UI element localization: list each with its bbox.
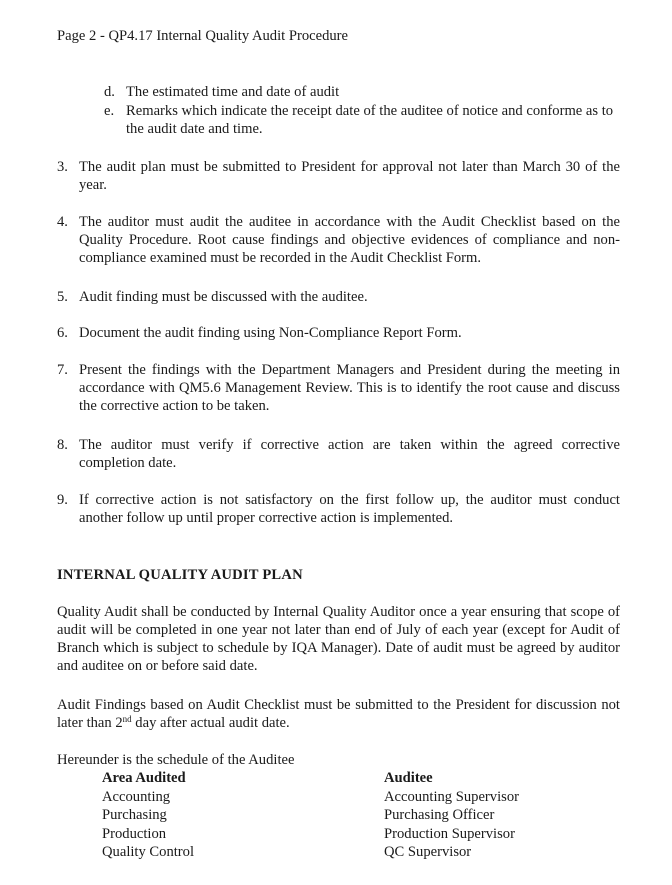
auditee-cell: Production Supervisor: [384, 825, 515, 842]
list-item-text: The audit plan must be submitted to President for approval not later than March 30 of the year.: [79, 159, 620, 193]
auditee-cell: Purchasing Officer: [384, 807, 495, 823]
area-audited-cell: Production: [102, 825, 167, 842]
list-item-5: [57, 288, 620, 306]
list-item-number: 8.: [57, 437, 68, 453]
list-item-text: Audit finding must be discussed with the auditee.: [79, 289, 368, 305]
sub-item-e: [104, 102, 624, 138]
area-audited-cell: Purchasing: [102, 807, 167, 823]
list-item-number: 9.: [57, 492, 68, 508]
auditee-cell: Accounting Supervisor: [384, 788, 519, 805]
sub-item-d: [104, 83, 624, 101]
paragraph-text-end: day after actual audit date.: [131, 715, 290, 731]
list-item-3: [57, 158, 620, 194]
auditee-column: [384, 769, 519, 862]
list-item-text: Present the findings with the Department Managers and President during the meeting in accordance with QM5.6 Management Review. This is to identify the root cause and discuss the corrective action to be taken.: [79, 362, 620, 414]
ordinal-suffix: nd: [122, 714, 132, 724]
area-audited-column: [102, 769, 194, 862]
list-item-text: The auditor must audit the auditee in accordance with the Audit Checklist based on the Quality Procedure. Root cause findings and objective evidences of compliance and non-compliance examined must be recorded in the Audit Checklist Form.: [79, 214, 620, 266]
sub-item-text: Remarks which indicate the receipt date of the auditee of notice and conforme as to the audit date and time.: [126, 103, 614, 137]
schedule-intro: Hereunder is the schedule of the Auditee: [57, 752, 295, 768]
list-item-number: 3.: [57, 159, 68, 175]
area-audited-cell: Accounting: [102, 788, 171, 805]
list-item-number: 5.: [57, 289, 68, 305]
area-audited-cell: Quality Control: [102, 844, 195, 860]
list-item-number: 7.: [57, 362, 68, 378]
sub-item-marker: d.: [104, 84, 115, 100]
list-item-number: 4.: [57, 214, 68, 230]
list-item-text: If corrective action is not satisfactory on the first follow up, the auditor must conduct another follow up until proper corrective action is implemented.: [79, 492, 620, 526]
list-item-text: The auditor must verify if corrective action are taken within the agreed corrective completion date.: [79, 437, 620, 471]
section-heading: INTERNAL QUALITY AUDIT PLAN: [57, 567, 303, 583]
auditee-cell: QC Supervisor: [384, 844, 472, 860]
plan-paragraph-2: [57, 696, 620, 732]
list-item-4: [57, 213, 620, 267]
page-header: Page 2 - QP4.17 Internal Quality Audit Procedure: [57, 28, 349, 44]
list-item-text: Document the audit finding using Non-Compliance Report Form.: [79, 325, 462, 341]
list-item-9: [57, 491, 620, 527]
plan-paragraph-1: Quality Audit shall be conducted by Internal Quality Auditor once a year ensuring that scope of audit will be completed in one year not later than end of July of each year (except for Audit of Branch which is subject to schedule by IQA Manager). Date of audit must be agreed by auditor and auditee on or before said date.: [57, 604, 620, 674]
sub-item-text: The estimated time and date of audit: [126, 84, 340, 100]
paragraph-text: Audit Findings based on Audit Checklist must be submitted to the President for discussion not later than 2: [57, 697, 620, 731]
sub-item-marker: e.: [104, 103, 115, 119]
list-item-number: 6.: [57, 325, 68, 341]
auditee-header: Auditee: [384, 770, 433, 786]
list-item-6: [57, 324, 620, 342]
area-audited-header: Area Audited: [102, 770, 186, 786]
list-item-7: [57, 361, 620, 415]
list-item-8: [57, 436, 620, 472]
